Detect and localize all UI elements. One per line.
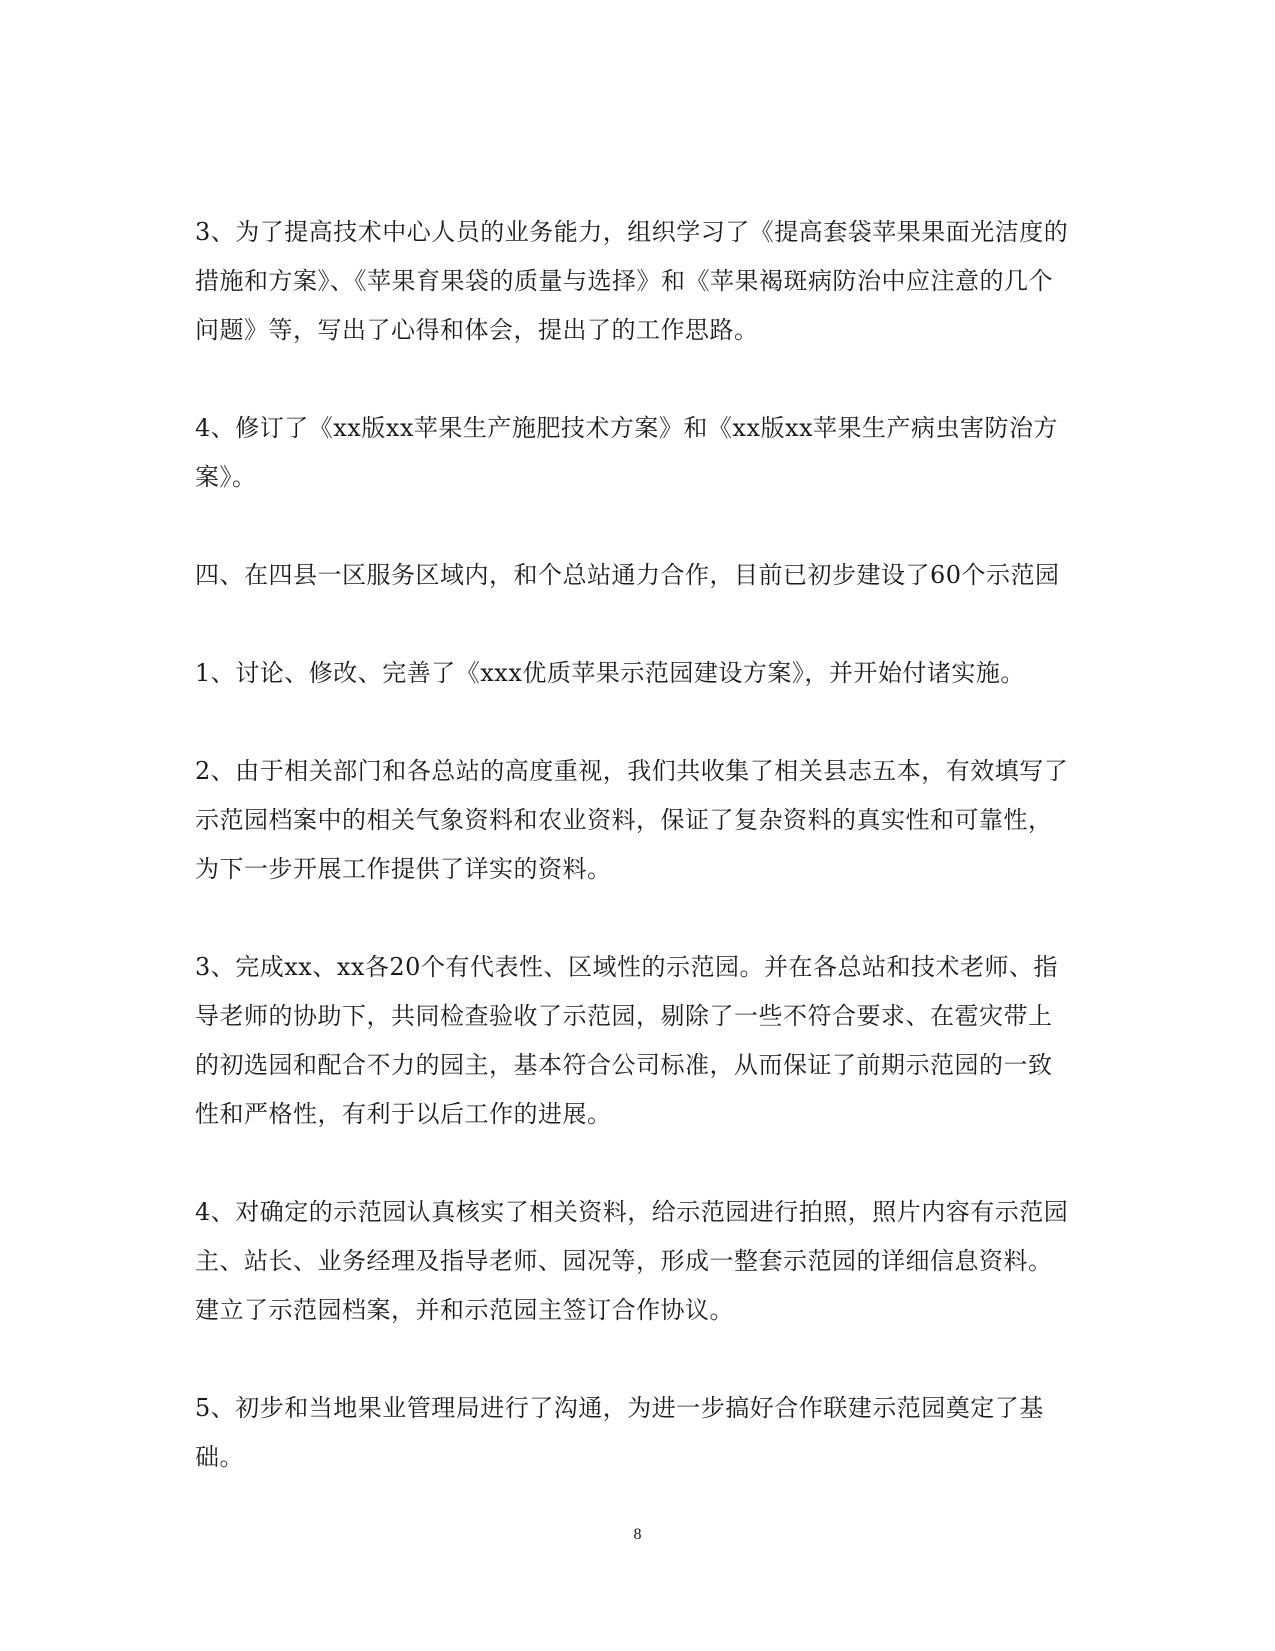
paragraph-1-plan: 1、讨论、修改、完善了《xxx优质苹果示范园建设方案》，并开始付诸实施。 [195, 659, 1025, 687]
paragraph-2-records: 2、由于相关部门和各总站的高度重视，我们共收集了相关县志五本，有效填写了示范园档案中的相关气象资料和农业资料，保证了复杂资料的真实性和可靠性，为下一步开展工作提供了详实的资料。 [195, 757, 1069, 883]
section-heading-four: 四、在四县一区服务区域内，和个总站通力合作，目前已初步建设了60个示范园 [195, 561, 1060, 589]
paragraph-4-verification: 4、对确定的示范园认真核实了相关资料，给示范园进行拍照，照片内容有示范园主、站长、业务经理及指导老师、园况等，形成一整套示范园的详细信息资料。建立了示范园档案，并和示范园主签订合作协议。 [195, 1198, 1069, 1324]
paragraph-3-demo-gardens: 3、完成xx、xx各20个有代表性、区域性的示范园。并在各总站和技术老师、指导老师的协助下，共同检查验收了示范园，剔除了一些不符合要求、在雹灾带上的初选园和配合不力的园主，基本符合公司标准，从而保证了前期示范园的一致性和严格性，有利于以后工作的进展。 [195, 953, 1058, 1128]
paragraph-5-communication: 5、初步和当地果业管理局进行了沟通，为进一步搞好合作联建示范园奠定了基础。 [195, 1394, 1044, 1471]
paragraph-3-study: 3、为了提高技术中心人员的业务能力，组织学习了《提高套袋苹果果面光洁度的措施和方案》、《苹果育果袋的质量与选择》和《苹果褐斑病防治中应注意的几个问题》等，写出了心得和体会，提出了的工作思路。 [195, 218, 1069, 344]
page-number: 8 [633, 1526, 642, 1543]
page-body [195, 208, 1075, 1482]
paragraph-4-revision: 4、修订了《xx版xx苹果生产施肥技术方案》和《xx版xx苹果生产病虫害防治方案》。 [195, 414, 1059, 491]
